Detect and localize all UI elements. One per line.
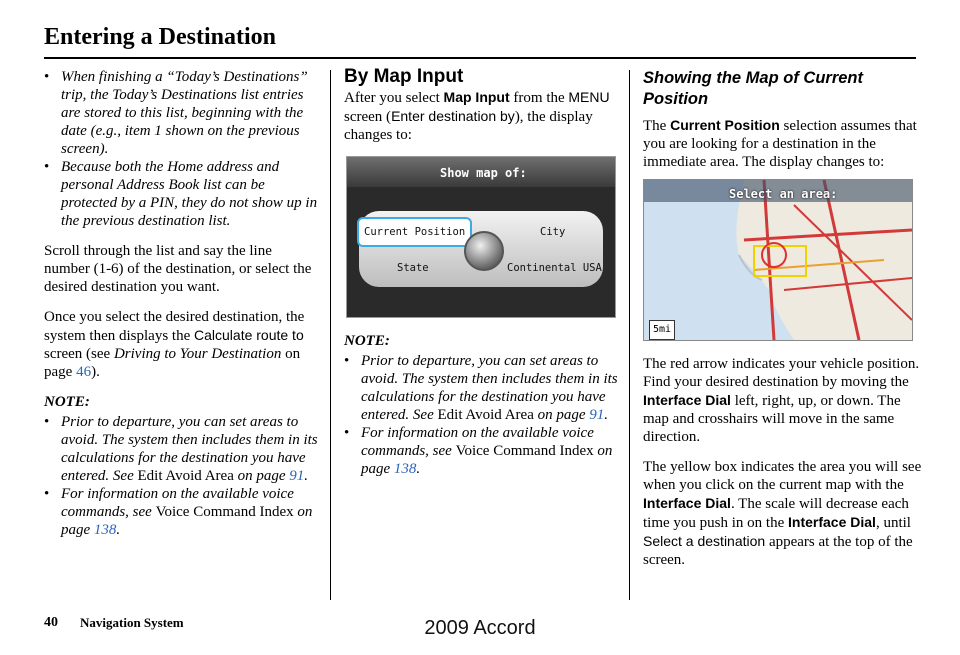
- map-screenshot: [643, 179, 913, 341]
- paragraph: Scroll through the list and say the line number (1-6) of the destination, or select the desired destination you want.: [44, 243, 312, 295]
- page-link[interactable]: 91: [589, 407, 605, 423]
- column-divider: [330, 70, 331, 600]
- page-number: 40: [44, 615, 58, 630]
- paragraph: After you select Map Input from the MENU screen (Enter destination by), the display changes to:: [344, 89, 610, 143]
- page-link[interactable]: 46: [76, 364, 92, 380]
- column-right: [643, 68, 923, 581]
- map-scale: 5mi: [649, 320, 675, 340]
- page-link[interactable]: 138: [93, 522, 117, 538]
- paragraph: The yellow box indicates the area you will see when you click on the current map with the Interface Dial. The scale will decrease each time you push in on the Interface Dial, until Select a destination appears at the top of the screen.: [643, 459, 922, 568]
- section-heading: By Map Input: [344, 66, 464, 87]
- screen-header: Show map of:: [347, 157, 615, 187]
- bullet-list: [44, 68, 319, 230]
- list-item: • For information on the available voice commands, see Voice Command Index on page 138.: [44, 485, 319, 539]
- watermark: 2009 Accord: [424, 617, 536, 639]
- column-middle: [344, 68, 619, 490]
- page-title: Entering a Destination: [44, 24, 277, 50]
- list-item: • When finishing a “Today’s Destinations” trip, the Today’s Destinations list entries are stored to this list, beginning with the date (e.g., item 1 shown on the previous screen).: [44, 68, 319, 158]
- footer-title: Navigation System: [80, 615, 184, 630]
- page-link[interactable]: 91: [289, 468, 305, 484]
- list-item: • Because both the Home address and personal Address Book list can be protected by a PIN, they do not show up in the previous destination list.: [44, 158, 319, 230]
- note-list: [344, 352, 619, 478]
- paragraph: Once you select the desired destination, the system then displays the Calculate route to screen (see Driving to Your Destination on page 46).: [44, 309, 305, 380]
- map-header: Select an area:: [729, 187, 838, 201]
- paragraph: The red arrow indicates your vehicle position. Find your desired destination by moving the Interface Dial left, right, up, or down. The map and crosshairs will move in the same direction.: [643, 356, 920, 445]
- note-list: [44, 413, 319, 539]
- title-rule: [44, 57, 916, 59]
- section-heading: Showing the Map of Current Position: [643, 69, 863, 108]
- option-state[interactable]: State: [397, 262, 429, 274]
- note-heading: NOTE:: [44, 394, 90, 410]
- column-left: [44, 68, 319, 551]
- vehicle-position-icon: [761, 242, 787, 268]
- option-continental-usa[interactable]: Continental USA: [507, 262, 602, 274]
- option-city[interactable]: City: [540, 226, 566, 238]
- list-item: • Prior to departure, you can set areas to avoid. The system then includes them in its calculations for the destination you have entered. See Edit Avoid Area on page 91.: [44, 413, 319, 485]
- list-item: • Prior to departure, you can set areas to avoid. The system then includes them in its calculations for the destination you have entered. See Edit Avoid Area on page 91.: [344, 352, 619, 424]
- paragraph: The Current Position selection assumes that you are looking for a destination in the immediate area. The display changes to:: [643, 117, 917, 170]
- column-divider: [629, 70, 630, 600]
- list-item: • For information on the available voice commands, see Voice Command Index on page 138.: [344, 424, 619, 478]
- option-current-position[interactable]: Current Position: [357, 217, 472, 247]
- interface-dial-icon: [464, 231, 504, 271]
- note-heading: NOTE:: [344, 333, 390, 349]
- page-link[interactable]: 138: [393, 461, 417, 477]
- show-map-screenshot: [346, 156, 616, 318]
